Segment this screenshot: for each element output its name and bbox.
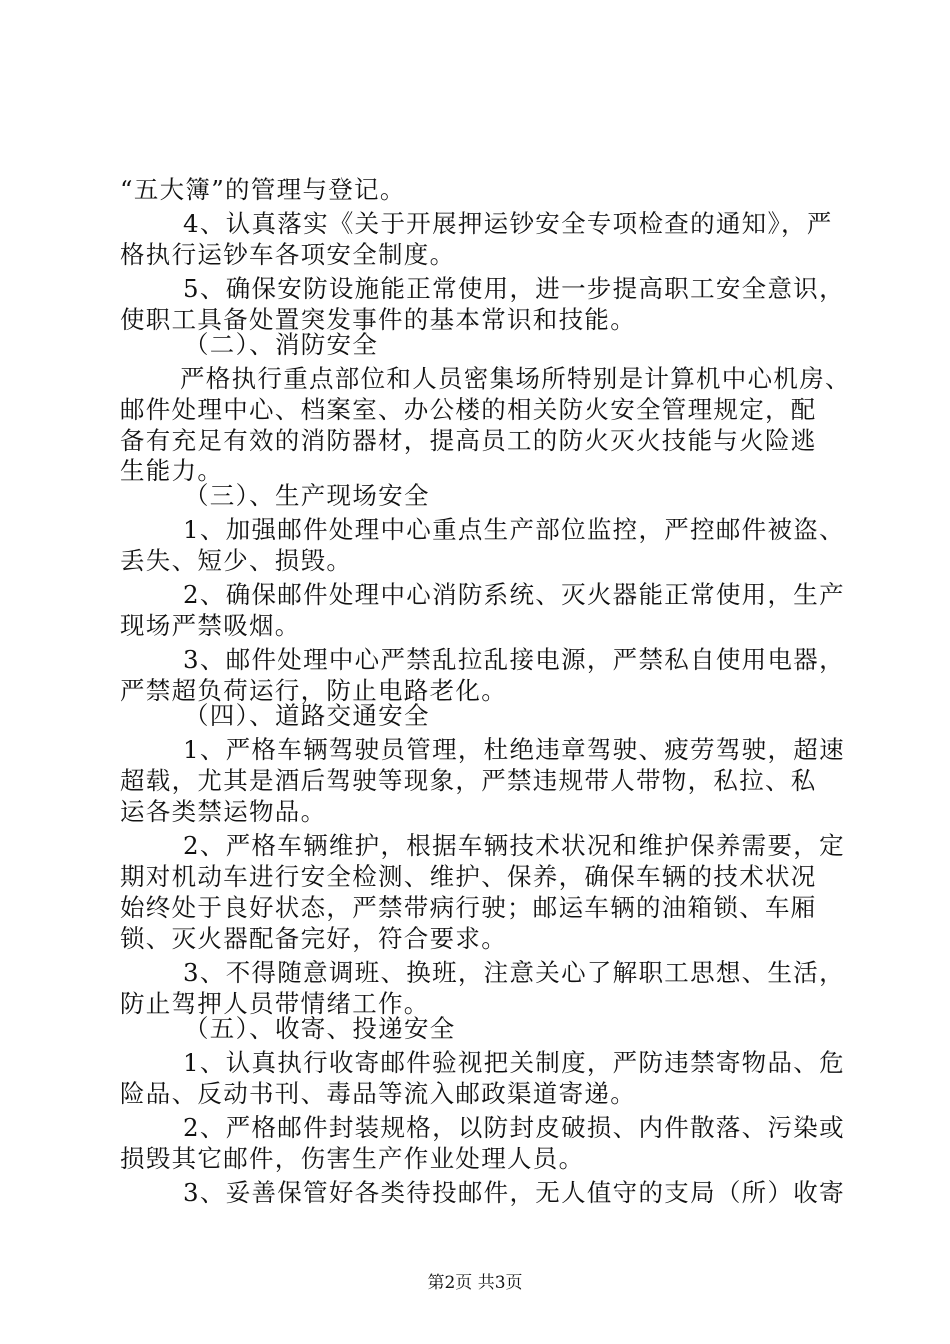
text-line: 生能力。 [120, 456, 224, 485]
page-footer: 第2页 共3页 [427, 1273, 523, 1293]
text-line: 运各类禁运物品。 [120, 797, 327, 826]
text-line: 1、认真执行收寄邮件验视把关制度，严防违禁寄物品、危 [183, 1048, 845, 1077]
text-line: 5、确保安防设施能正常使用，进一步提高职工安全意识， [183, 274, 845, 303]
text-line: 格执行运钞车各项安全制度。 [120, 240, 456, 269]
text-line: 3、不得随意调班、换班，注意关心了解职工思想、生活， [183, 958, 845, 987]
text-line: 使职工具备处置突发事件的基本常识和技能。 [120, 305, 636, 334]
text-line: 3、妥善保管好各类待投邮件，无人值守的支局（所）收寄 [183, 1178, 845, 1207]
text-line: 1、加强邮件处理中心重点生产部位监控，严控邮件被盗、 [183, 515, 845, 544]
text-line: 4、认真落实《关于开展押运钞安全专项检查的通知》，严 [183, 209, 833, 238]
text-line: 2、严格车辆维护，根据车辆技术状况和维护保养需要，定 [183, 831, 845, 860]
section-heading: （四）、道路交通安全 [184, 701, 430, 730]
section-heading: （二）、消防安全 [184, 330, 379, 359]
text-line: 2、严格邮件封装规格，以防封皮破损、内件散落、污染或 [183, 1113, 845, 1142]
section-heading: （三）、生产现场安全 [184, 481, 430, 510]
text-line: 防止驾押人员带情绪工作。 [120, 989, 430, 1018]
text-line: 损毁其它邮件，伤害生产作业处理人员。 [120, 1144, 585, 1173]
text-line: 1、严格车辆驾驶员管理，杜绝违章驾驶、疲劳驾驶，超速 [183, 735, 845, 764]
text-line: 2、确保邮件处理中心消防系统、灭火器能正常使用，生产 [183, 580, 845, 609]
text-line: 现场严禁吸烟。 [120, 611, 301, 640]
text-line: 期对机动车进行安全检测、维护、保养，确保车辆的技术状况 [120, 862, 817, 891]
text-line: 严禁超负荷运行，防止电路老化。 [120, 676, 507, 705]
text-line: 邮件处理中心、档案室、办公楼的相关防火安全管理规定，配 [120, 395, 817, 424]
text-line: 超载，尤其是酒后驾驶等现象，严禁违规带人带物，私拉、私 [120, 766, 817, 795]
text-line: 丢失、短少、损毁。 [120, 546, 353, 575]
text-line: 备有充足有效的消防器材，提高员工的防火灭火技能与火险逃 [120, 426, 817, 455]
text-line: 始终处于良好状态，严禁带病行驶；邮运车辆的油箱锁、车厢 [120, 893, 817, 922]
text-line: 险品、反动书刊、毒品等流入邮政渠道寄递。 [120, 1079, 636, 1108]
text-line: 锁、灭火器配备完好，符合要求。 [120, 924, 507, 953]
text-line: 3、邮件处理中心严禁乱拉乱接电源，严禁私自使用电器， [183, 645, 845, 674]
text-line: 严格执行重点部位和人员密集场所特别是计算机中心机房、 [180, 364, 851, 393]
section-heading: （五）、收寄、投递安全 [184, 1014, 456, 1043]
text-line: “五大簿”的管理与登记。 [120, 175, 406, 204]
